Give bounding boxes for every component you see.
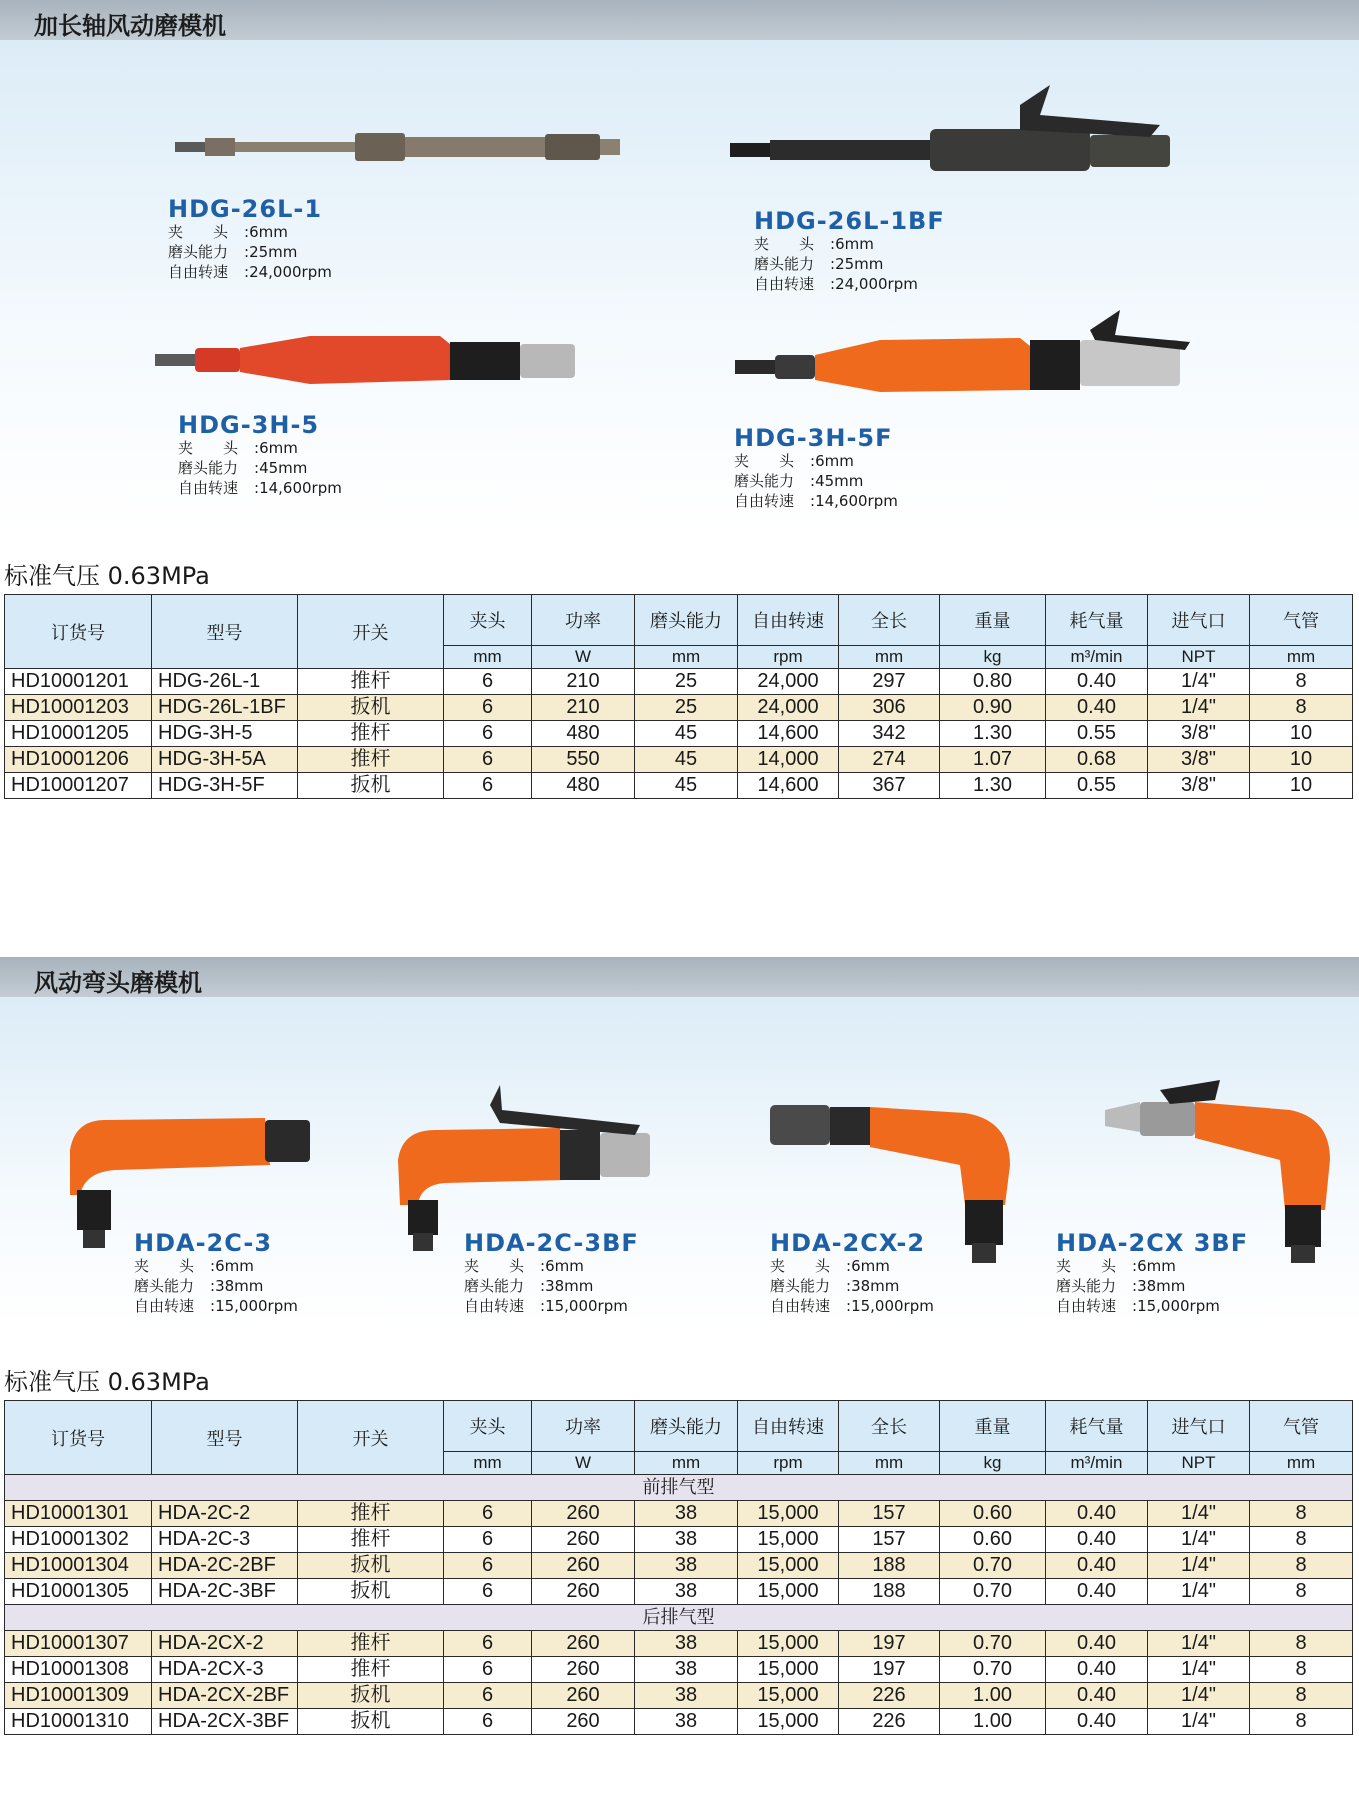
unit: W [532, 1452, 635, 1475]
product-hdg-26l-1bf [754, 208, 945, 294]
unit: mm [444, 1452, 532, 1475]
table-cell: 1.07 [940, 747, 1046, 773]
table-cell: 扳机 [298, 1553, 444, 1579]
table-cell: 6 [444, 1683, 532, 1709]
table-cell: 1/4" [1148, 1527, 1250, 1553]
table-cell: 8 [1250, 1631, 1353, 1657]
table-cell: HD10001207 [5, 773, 152, 799]
table-cell: HDG-26L-1 [152, 669, 298, 695]
spec-speed: 自由转速 :24,000rpm [754, 275, 918, 293]
spec-capacity: 磨头能力 :25mm [754, 255, 884, 273]
table-cell: 480 [532, 721, 635, 747]
table-cell: HDG-3H-5A [152, 747, 298, 773]
table-cell: 6 [444, 1657, 532, 1683]
table-cell: 6 [444, 1527, 532, 1553]
table-row [5, 1631, 1353, 1657]
table-cell: 15,000 [738, 1631, 839, 1657]
table-cell: 260 [532, 1527, 635, 1553]
table-cell: 推杆 [298, 721, 444, 747]
table-cell: 8 [1250, 1579, 1353, 1605]
table-row [5, 695, 1353, 721]
table-cell: 1/4" [1148, 669, 1250, 695]
col-length: 全长 [839, 595, 940, 646]
table-cell: 1/4" [1148, 1579, 1250, 1605]
table-row [5, 1553, 1353, 1579]
table-cell: 1.00 [940, 1683, 1046, 1709]
col-switch: 开关 [298, 1401, 444, 1475]
table-cell: 38 [635, 1501, 738, 1527]
table-cell: 15,000 [738, 1501, 839, 1527]
unit: mm [635, 1452, 738, 1475]
table-cell: 0.70 [940, 1631, 1046, 1657]
table-cell: 推杆 [298, 1501, 444, 1527]
section1-title: 加长轴风动磨模机 [34, 12, 226, 40]
product-hdg-26l-1 [168, 196, 332, 282]
table-cell: 8 [1250, 669, 1353, 695]
table-cell: 扳机 [298, 1683, 444, 1709]
table-cell: 480 [532, 773, 635, 799]
table-cell: 6 [444, 773, 532, 799]
table-cell: 0.70 [940, 1657, 1046, 1683]
table-cell: 1/4" [1148, 1631, 1250, 1657]
table-cell: 15,000 [738, 1683, 839, 1709]
table-cell: 38 [635, 1527, 738, 1553]
table-cell: 0.60 [940, 1527, 1046, 1553]
tool-image-hdg-3h-5 [150, 330, 590, 390]
unit: mm [1250, 646, 1353, 669]
spec-chuck: 夹 头 :6mm [754, 235, 874, 253]
col-weight: 重量 [940, 595, 1046, 646]
table-cell: 38 [635, 1683, 738, 1709]
table-cell: 25 [635, 669, 738, 695]
spec-table-1 [4, 594, 1353, 799]
tool-image-hdg-3h-5f [730, 310, 1200, 400]
table-cell: 0.40 [1046, 695, 1148, 721]
table-row [5, 1683, 1353, 1709]
table-cell: 推杆 [298, 1631, 444, 1657]
table-cell: 226 [839, 1683, 940, 1709]
table-cell: 1/4" [1148, 695, 1250, 721]
spec-chuck: 夹 头 :6mm [464, 1257, 584, 1275]
table-cell: 38 [635, 1553, 738, 1579]
unit: NPT [1148, 646, 1250, 669]
col-model: 型号 [152, 595, 298, 669]
table-cell: 0.40 [1046, 1527, 1148, 1553]
table-cell: 6 [444, 669, 532, 695]
table-cell: HDA-2C-2BF [152, 1553, 298, 1579]
table-cell: 0.90 [940, 695, 1046, 721]
table-cell: 8 [1250, 1683, 1353, 1709]
table-cell: 342 [839, 721, 940, 747]
unit: mm [1250, 1452, 1353, 1475]
spec-capacity: 磨头能力 :38mm [1056, 1277, 1186, 1295]
unit: mm [635, 646, 738, 669]
table-cell: 197 [839, 1657, 940, 1683]
table-cell: 0.40 [1046, 1683, 1148, 1709]
table-cell: 15,000 [738, 1657, 839, 1683]
table-cell: 0.40 [1046, 1631, 1148, 1657]
unit: m³/min [1046, 646, 1148, 669]
table-cell: 210 [532, 669, 635, 695]
table-cell: 274 [839, 747, 940, 773]
table-cell: HD10001308 [5, 1657, 152, 1683]
table-cell: 扳机 [298, 773, 444, 799]
table-cell: 6 [444, 1579, 532, 1605]
table-cell: 260 [532, 1683, 635, 1709]
table-cell: 260 [532, 1501, 635, 1527]
table-cell: 推杆 [298, 669, 444, 695]
unit: kg [940, 1452, 1046, 1475]
table-row [5, 1709, 1353, 1735]
col-air-consumption: 耗气量 [1046, 595, 1148, 646]
table-cell: 0.40 [1046, 669, 1148, 695]
product-name: HDA-2C-3BF [464, 1229, 639, 1257]
spec-speed: 自由转速 :15,000rpm [770, 1297, 934, 1315]
table-cell: 260 [532, 1579, 635, 1605]
table-cell: HD10001302 [5, 1527, 152, 1553]
spec-chuck: 夹 头 :6mm [168, 223, 288, 241]
table-cell: 260 [532, 1709, 635, 1735]
unit: kg [940, 646, 1046, 669]
spec-chuck: 夹 头 :6mm [1056, 1257, 1176, 1275]
unit: mm [839, 646, 940, 669]
table-cell: 6 [444, 1553, 532, 1579]
tool-image-hdg-26l-1bf [720, 85, 1190, 185]
unit: mm [444, 646, 532, 669]
col-length: 全长 [839, 1401, 940, 1452]
table-cell: 25 [635, 695, 738, 721]
table-cell: 1.00 [940, 1709, 1046, 1735]
spec-chuck: 夹 头 :6mm [770, 1257, 890, 1275]
table-cell: 1/4" [1148, 1501, 1250, 1527]
tool-image-hdg-26l-1 [165, 125, 625, 170]
table-cell: 297 [839, 669, 940, 695]
table-cell: HD10001309 [5, 1683, 152, 1709]
table-cell: 0.55 [1046, 721, 1148, 747]
table-cell: 0.40 [1046, 1709, 1148, 1735]
spec-capacity: 磨头能力 :38mm [464, 1277, 594, 1295]
product-hdg-3h-5 [178, 412, 342, 498]
table-cell: HD10001301 [5, 1501, 152, 1527]
product-hdg-3h-5f [734, 425, 898, 511]
product-name: HDA-2CX-2 [770, 1229, 926, 1257]
col-hose: 气管 [1250, 595, 1353, 646]
table-cell: 0.68 [1046, 747, 1148, 773]
product-name: HDA-2C-3 [134, 1229, 273, 1257]
table-cell: 38 [635, 1657, 738, 1683]
table-cell: 0.40 [1046, 1657, 1148, 1683]
col-capacity: 磨头能力 [635, 1401, 738, 1452]
table-cell: HD10001307 [5, 1631, 152, 1657]
table-cell: 1/4" [1148, 1683, 1250, 1709]
unit: mm [839, 1452, 940, 1475]
table-cell: 38 [635, 1709, 738, 1735]
product-hda-2cx-3bf [1056, 1230, 1248, 1316]
table-cell: 157 [839, 1501, 940, 1527]
table-cell: 188 [839, 1553, 940, 1579]
table-row [5, 669, 1353, 695]
table-cell: 14,600 [738, 773, 839, 799]
table-cell: 6 [444, 721, 532, 747]
table-cell: 1/4" [1148, 1709, 1250, 1735]
product-name: HDG-26L-1 [168, 195, 323, 223]
table-cell: 1/4" [1148, 1553, 1250, 1579]
spec-speed: 自由转速 :14,600rpm [178, 479, 342, 497]
table-cell: HDA-2CX-2 [152, 1631, 298, 1657]
table-cell: 10 [1250, 721, 1353, 747]
product-hda-2cx-2 [770, 1230, 934, 1316]
table-cell: 6 [444, 1709, 532, 1735]
spec-table-2 [4, 1400, 1353, 1735]
table-cell: 45 [635, 773, 738, 799]
table-cell: 0.40 [1046, 1553, 1148, 1579]
table-cell: 8 [1250, 1501, 1353, 1527]
table-cell: 14,000 [738, 747, 839, 773]
table-cell: 24,000 [738, 669, 839, 695]
spec-speed: 自由转速 :24,000rpm [168, 263, 332, 281]
unit: m³/min [1046, 1452, 1148, 1475]
section2-title: 风动弯头磨模机 [34, 969, 202, 997]
spec-capacity: 磨头能力 :45mm [178, 459, 308, 477]
section2-header [0, 957, 1359, 997]
spec-speed: 自由转速 :14,600rpm [734, 492, 898, 510]
table-cell: 0.80 [940, 669, 1046, 695]
col-power: 功率 [532, 595, 635, 646]
table-cell: 0.70 [940, 1579, 1046, 1605]
table-row [5, 773, 1353, 799]
table-cell: 6 [444, 1501, 532, 1527]
table-cell: 扳机 [298, 1709, 444, 1735]
spec-capacity: 磨头能力 :45mm [734, 472, 864, 490]
col-switch: 开关 [298, 595, 444, 669]
table-row [5, 1657, 1353, 1683]
table-cell: HDA-2CX-3BF [152, 1709, 298, 1735]
table-cell: 0.40 [1046, 1501, 1148, 1527]
unit: rpm [738, 1452, 839, 1475]
col-order-no: 订货号 [5, 1401, 152, 1475]
col-weight: 重量 [940, 1401, 1046, 1452]
table1-body [5, 669, 1353, 799]
table-cell: 15,000 [738, 1579, 839, 1605]
table-cell: HD10001205 [5, 721, 152, 747]
table-row [5, 1527, 1353, 1553]
spec-capacity: 磨头能力 :38mm [134, 1277, 264, 1295]
table-cell: 3/8" [1148, 747, 1250, 773]
table-cell: 260 [532, 1553, 635, 1579]
table-cell: HDA-2C-3 [152, 1527, 298, 1553]
table-cell: 1.30 [940, 721, 1046, 747]
table-cell: 550 [532, 747, 635, 773]
pressure-note-1: 标准气压 0.63MPa [4, 562, 210, 590]
table-cell: 3/8" [1148, 721, 1250, 747]
table-cell: HDG-26L-1BF [152, 695, 298, 721]
table-cell: HD10001201 [5, 669, 152, 695]
table-cell: 6 [444, 1631, 532, 1657]
table-row [5, 721, 1353, 747]
table-cell: 6 [444, 747, 532, 773]
table-cell: 8 [1250, 1657, 1353, 1683]
table-cell: 8 [1250, 1553, 1353, 1579]
table-cell: 0.60 [940, 1501, 1046, 1527]
col-model: 型号 [152, 1401, 298, 1475]
table-cell: 扳机 [298, 1579, 444, 1605]
table-cell: 24,000 [738, 695, 839, 721]
pressure-note-2: 标准气压 0.63MPa [4, 1368, 210, 1396]
table-cell: 38 [635, 1579, 738, 1605]
table-cell: 45 [635, 721, 738, 747]
table-cell: 260 [532, 1657, 635, 1683]
spec-speed: 自由转速 :15,000rpm [134, 1297, 298, 1315]
table-cell: 45 [635, 747, 738, 773]
table-cell: HDA-2CX-2BF [152, 1683, 298, 1709]
table-cell: 260 [532, 1631, 635, 1657]
table-cell: HDA-2C-2 [152, 1501, 298, 1527]
table-cell: HD10001310 [5, 1709, 152, 1735]
table-cell: 38 [635, 1631, 738, 1657]
col-capacity: 磨头能力 [635, 595, 738, 646]
spec-capacity: 磨头能力 :38mm [770, 1277, 900, 1295]
table-cell: 0.55 [1046, 773, 1148, 799]
table-cell: HD10001206 [5, 747, 152, 773]
col-speed: 自由转速 [738, 595, 839, 646]
table-cell: 6 [444, 695, 532, 721]
table-cell: 306 [839, 695, 940, 721]
table-cell: 扳机 [298, 695, 444, 721]
table-cell: 15,000 [738, 1709, 839, 1735]
col-chuck: 夹头 [444, 1401, 532, 1452]
table-cell: 10 [1250, 747, 1353, 773]
group-label: 前排气型 [5, 1475, 1353, 1501]
col-chuck: 夹头 [444, 595, 532, 646]
table-cell: 188 [839, 1579, 940, 1605]
table-row [5, 747, 1353, 773]
table-cell: 8 [1250, 695, 1353, 721]
col-hose: 气管 [1250, 1401, 1353, 1452]
table-cell: HD10001304 [5, 1553, 152, 1579]
table-group-row [5, 1475, 1353, 1501]
spec-capacity: 磨头能力 :25mm [168, 243, 298, 261]
table-cell: 推杆 [298, 1657, 444, 1683]
unit: W [532, 646, 635, 669]
unit: rpm [738, 646, 839, 669]
section1-header [0, 0, 1359, 40]
spec-chuck: 夹 头 :6mm [134, 1257, 254, 1275]
table-row [5, 1501, 1353, 1527]
table2-body [5, 1475, 1353, 1735]
table-row [5, 1579, 1353, 1605]
table-cell: 10 [1250, 773, 1353, 799]
product-hda-2c-3 [134, 1230, 298, 1316]
table-cell: 197 [839, 1631, 940, 1657]
table-cell: 1.30 [940, 773, 1046, 799]
table-cell: 8 [1250, 1709, 1353, 1735]
table-cell: 157 [839, 1527, 940, 1553]
table-cell: 1/4" [1148, 1657, 1250, 1683]
table-cell: 15,000 [738, 1527, 839, 1553]
table-cell: 367 [839, 773, 940, 799]
spec-speed: 自由转速 :15,000rpm [1056, 1297, 1220, 1315]
table-cell: HD10001305 [5, 1579, 152, 1605]
table-cell: HDA-2CX-3 [152, 1657, 298, 1683]
product-name: HDG-26L-1BF [754, 207, 945, 235]
col-speed: 自由转速 [738, 1401, 839, 1452]
table-cell: HDA-2C-3BF [152, 1579, 298, 1605]
table-cell: 15,000 [738, 1553, 839, 1579]
table-cell: 8 [1250, 1527, 1353, 1553]
table-cell: HD10001203 [5, 695, 152, 721]
spec-chuck: 夹 头 :6mm [734, 452, 854, 470]
table-cell: 226 [839, 1709, 940, 1735]
product-name: HDA-2CX 3BF [1056, 1229, 1249, 1257]
table-cell: HDG-3H-5 [152, 721, 298, 747]
col-power: 功率 [532, 1401, 635, 1452]
table-cell: 0.70 [940, 1553, 1046, 1579]
col-air-inlet: 进气口 [1148, 595, 1250, 646]
table-cell: 推杆 [298, 747, 444, 773]
table-cell: HDG-3H-5F [152, 773, 298, 799]
table-cell: 推杆 [298, 1527, 444, 1553]
product-name: HDG-3H-5F [734, 424, 893, 452]
spec-chuck: 夹 头 :6mm [178, 439, 298, 457]
table-cell: 14,600 [738, 721, 839, 747]
group-label: 后排气型 [5, 1605, 1353, 1631]
table-cell: 3/8" [1148, 773, 1250, 799]
spec-speed: 自由转速 :15,000rpm [464, 1297, 628, 1315]
col-air-consumption: 耗气量 [1046, 1401, 1148, 1452]
unit: NPT [1148, 1452, 1250, 1475]
product-hda-2c-3bf [464, 1230, 639, 1316]
table-cell: 210 [532, 695, 635, 721]
col-order-no: 订货号 [5, 595, 152, 669]
table-group-row [5, 1605, 1353, 1631]
product-name: HDG-3H-5 [178, 411, 320, 439]
table-cell: 0.40 [1046, 1579, 1148, 1605]
col-air-inlet: 进气口 [1148, 1401, 1250, 1452]
